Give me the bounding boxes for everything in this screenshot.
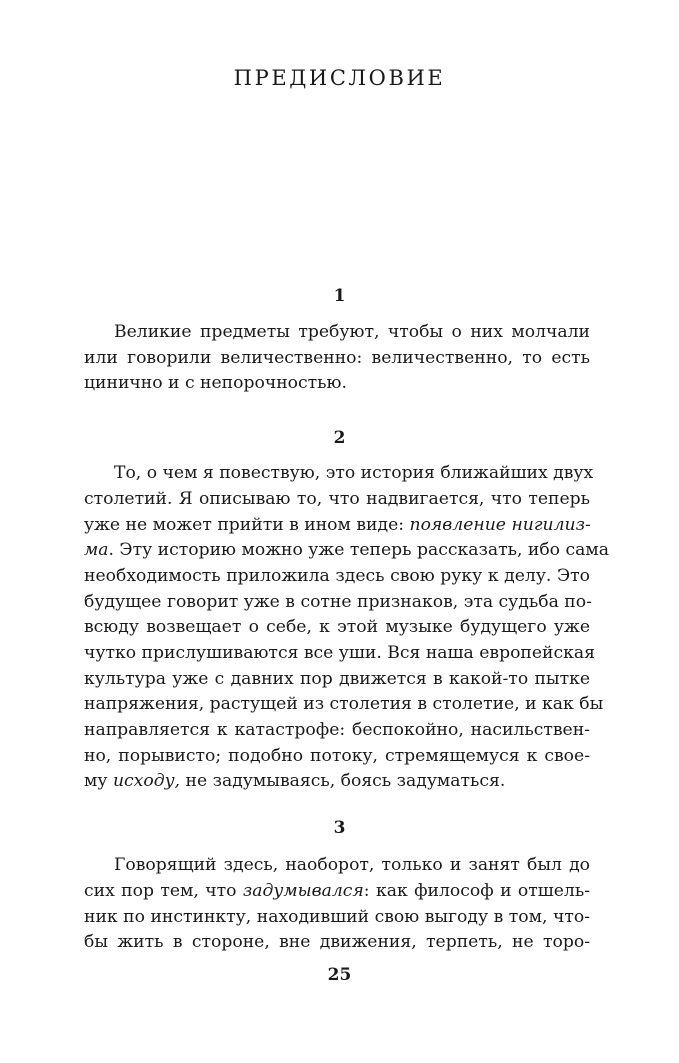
text-span: . Эту историю можно уже теперь рассказать, ибо сама [108,540,609,560]
section-number-2: 2 [333,428,346,448]
text-line [84,769,590,793]
section-number-1: 1 [333,286,346,306]
chapter-title: ПРЕДИСЛОВИЕ [233,66,446,90]
text-line: Говорящий здесь, наоборот, только и занят был до [114,855,590,875]
text-line: ник по инстинкту, находивший свою выгоду в том, что- [84,907,590,927]
page-number: 25 [327,965,352,985]
section-number-3: 3 [333,818,346,838]
italic-phrase: появление нигилиз- [409,515,591,535]
text-line: культура уже с давних пор движется в какой-то пытке [84,669,590,689]
text-span: му [84,771,113,791]
text-span: уже не может прийти в ином виде: [84,515,410,535]
text-line: То, о чем я повествую, это история ближайших двух [114,463,594,483]
text-line: или говорили величественно: величественно, то есть [84,348,590,368]
italic-phrase: исходу, [112,771,181,791]
text-line: напряжения, растущей из столетия в столетие, и как бы [84,694,604,714]
text-line: чутко прислушиваются все уши. Вся наша европейская [84,643,595,663]
text-line: столетий. Я описываю то, что надвигается, что теперь [84,489,590,509]
text-line: бы жить в стороне, вне движения, терпеть, не торо- [84,932,590,952]
text-line: цинично и с непорочностью. [84,373,347,393]
text-span: сих пор тем, что [84,881,243,901]
text-line: но, порывисто; подобно потоку, стремящемуся к свое- [84,746,590,766]
text-line: Великие предметы требуют, чтобы о них молчали [114,322,590,342]
text-line: направляется к катастрофе: беспокойно, насильствен- [84,720,590,740]
text-span: не задумываясь, боясь задуматься. [180,771,506,791]
italic-phrase: ма [84,540,109,560]
text-span: : как философ и отшель- [363,881,590,901]
text-line [84,513,590,537]
text-line [84,879,590,903]
text-line: всюду возвещает о себе, к этой музыке будущего уже [84,617,590,637]
text-line [84,538,609,562]
text-line: необходимость приложила здесь свою руку к делу. Это [84,566,590,586]
italic-phrase: задумывался [242,881,364,901]
text-line: будущее говорит уже в сотне признаков, эта судьба по- [84,592,592,612]
